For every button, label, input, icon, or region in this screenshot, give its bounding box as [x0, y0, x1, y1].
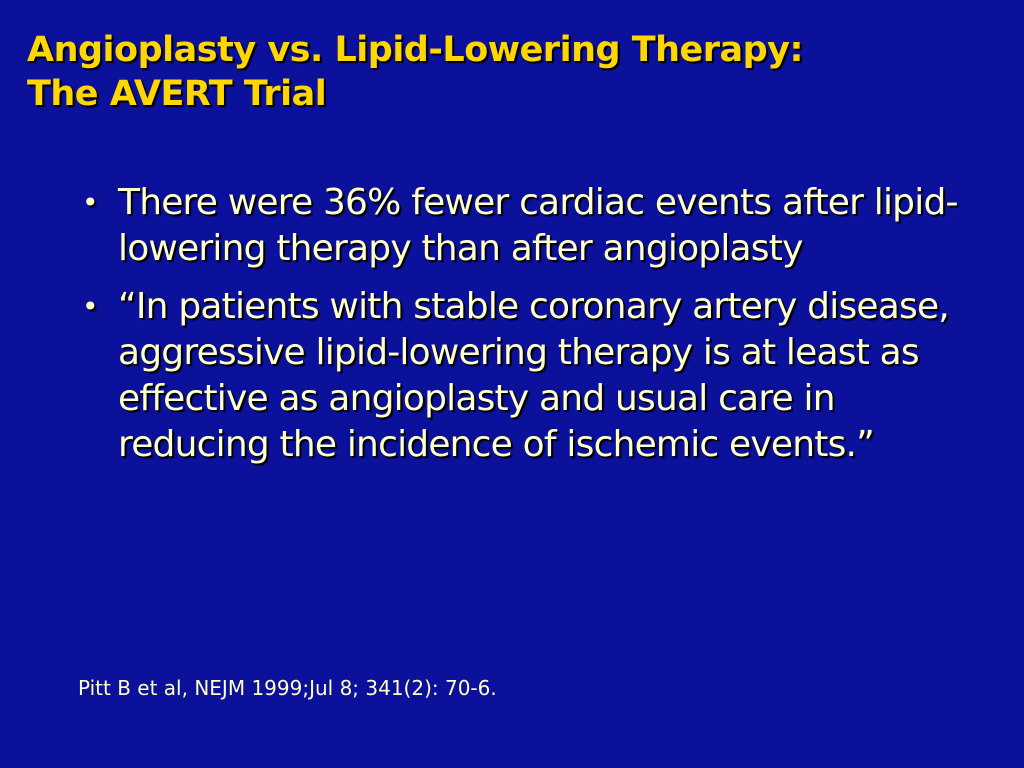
slide-title-line-2: The AVERT Trial	[27, 74, 327, 114]
slide-title-line-1: Angioplasty vs. Lipid-Lowering Therapy:	[27, 30, 803, 70]
bullet-text: “In patients with stable coronary artery disease, aggressive lipid-lowering therapy is at least as effective as angioplasty and usual care in reducing the incidence of ischemic events.”	[118, 286, 949, 465]
bullet-item	[78, 284, 978, 468]
bullet-text: There were 36% fewer cardiac events after lipid-lowering therapy than after angioplasty	[118, 182, 958, 269]
bullet-item	[78, 180, 978, 272]
bullet-list	[78, 180, 978, 480]
bullet-dot-icon: •	[82, 186, 98, 219]
bullet-dot-icon: •	[82, 290, 98, 323]
citation: Pitt B et al, NEJM 1999;Jul 8; 341(2): 70-6.	[78, 676, 497, 700]
slide-title	[27, 28, 1007, 116]
